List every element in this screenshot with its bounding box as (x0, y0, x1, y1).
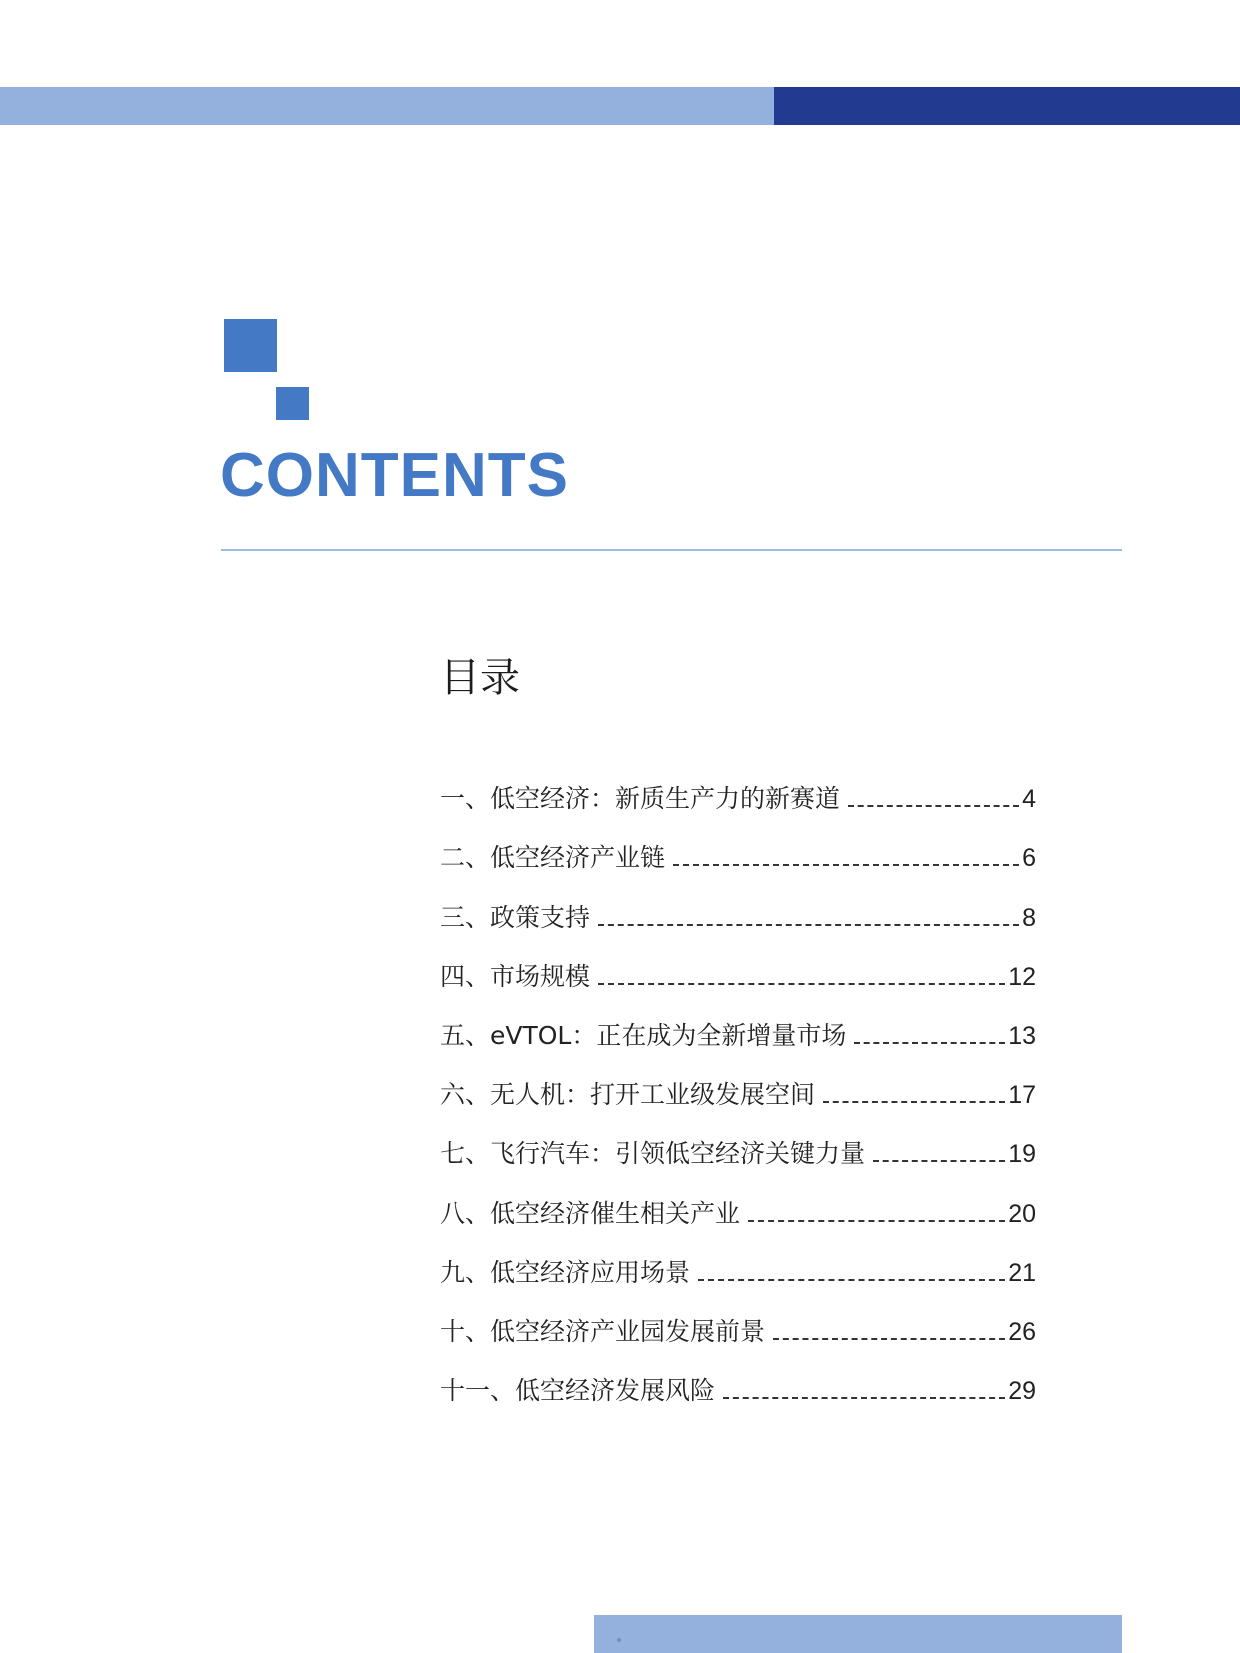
toc-leader-dashes (848, 805, 1019, 807)
toc-item[interactable] (440, 938, 1036, 997)
toc-item[interactable] (440, 1174, 1036, 1233)
toc-item[interactable] (440, 1293, 1036, 1352)
decorative-square-small (276, 387, 309, 420)
toc-list (440, 760, 1036, 1411)
toc-item-label: 八、低空经济催生相关产业 (440, 1198, 741, 1228)
toc-item-page: 29 (1008, 1377, 1036, 1406)
toc-leader-dashes (773, 1338, 1005, 1340)
top-band-dark-segment (774, 87, 1240, 125)
toc-item-label: 三、政策支持 (440, 902, 591, 932)
toc-item-page: 20 (1008, 1199, 1036, 1228)
toc-item-label: 五、eVTOL：正在成为全新增量市场 (440, 1020, 847, 1050)
toc-item[interactable] (440, 1234, 1036, 1293)
toc-leader-dashes (673, 864, 1019, 866)
toc-item-label: 七、飞行汽车：引领低空经济关键力量 (440, 1139, 866, 1169)
toc-item-label: 十一、低空经济发展风险 (440, 1376, 716, 1406)
toc-item-label: 二、低空经济产业链 (440, 843, 666, 873)
decorative-square-large (224, 319, 277, 372)
toc-leader-dashes (823, 1101, 1005, 1103)
toc-title: 目录 (440, 655, 520, 701)
toc-leader-dashes (598, 924, 1019, 926)
toc-item-label: 一、低空经济：新质生产力的新赛道 (440, 784, 841, 814)
toc-leader-dashes (698, 1279, 1005, 1281)
toc-item[interactable] (440, 1352, 1036, 1411)
toc-item[interactable] (440, 878, 1036, 937)
toc-item-page: 4 (1022, 785, 1036, 814)
toc-item-label: 十、低空经济产业园发展前景 (440, 1316, 766, 1346)
toc-leader-dashes (854, 1042, 1005, 1044)
toc-item[interactable] (440, 1056, 1036, 1115)
toc-item[interactable] (440, 1115, 1036, 1174)
toc-item-page: 17 (1008, 1081, 1036, 1110)
toc-item[interactable] (440, 760, 1036, 819)
toc-item-page: 12 (1008, 962, 1036, 991)
toc-item-page: 13 (1008, 1021, 1036, 1050)
toc-leader-dashes (723, 1397, 1005, 1399)
toc-item-page: 8 (1022, 903, 1036, 932)
toc-item-label: 六、无人机：打开工业级发展空间 (440, 1080, 816, 1110)
top-color-band (0, 87, 1240, 125)
toc-item-page: 26 (1008, 1317, 1036, 1346)
toc-leader-dashes (748, 1220, 1005, 1222)
bottom-tab-dot (617, 1638, 621, 1642)
top-band-light-segment (0, 87, 774, 125)
toc-leader-dashes (598, 983, 1005, 985)
contents-heading: CONTENTS (220, 441, 569, 510)
bottom-color-tab (594, 1615, 1122, 1653)
toc-item[interactable] (440, 819, 1036, 878)
toc-leader-dashes (873, 1160, 1005, 1162)
toc-item[interactable] (440, 997, 1036, 1056)
toc-item-page: 21 (1008, 1258, 1036, 1287)
toc-item-label: 九、低空经济应用场景 (440, 1257, 691, 1287)
toc-item-page: 6 (1022, 844, 1036, 873)
toc-item-label: 四、市场规模 (440, 961, 591, 991)
toc-item-page: 19 (1008, 1140, 1036, 1169)
heading-divider (221, 549, 1122, 551)
